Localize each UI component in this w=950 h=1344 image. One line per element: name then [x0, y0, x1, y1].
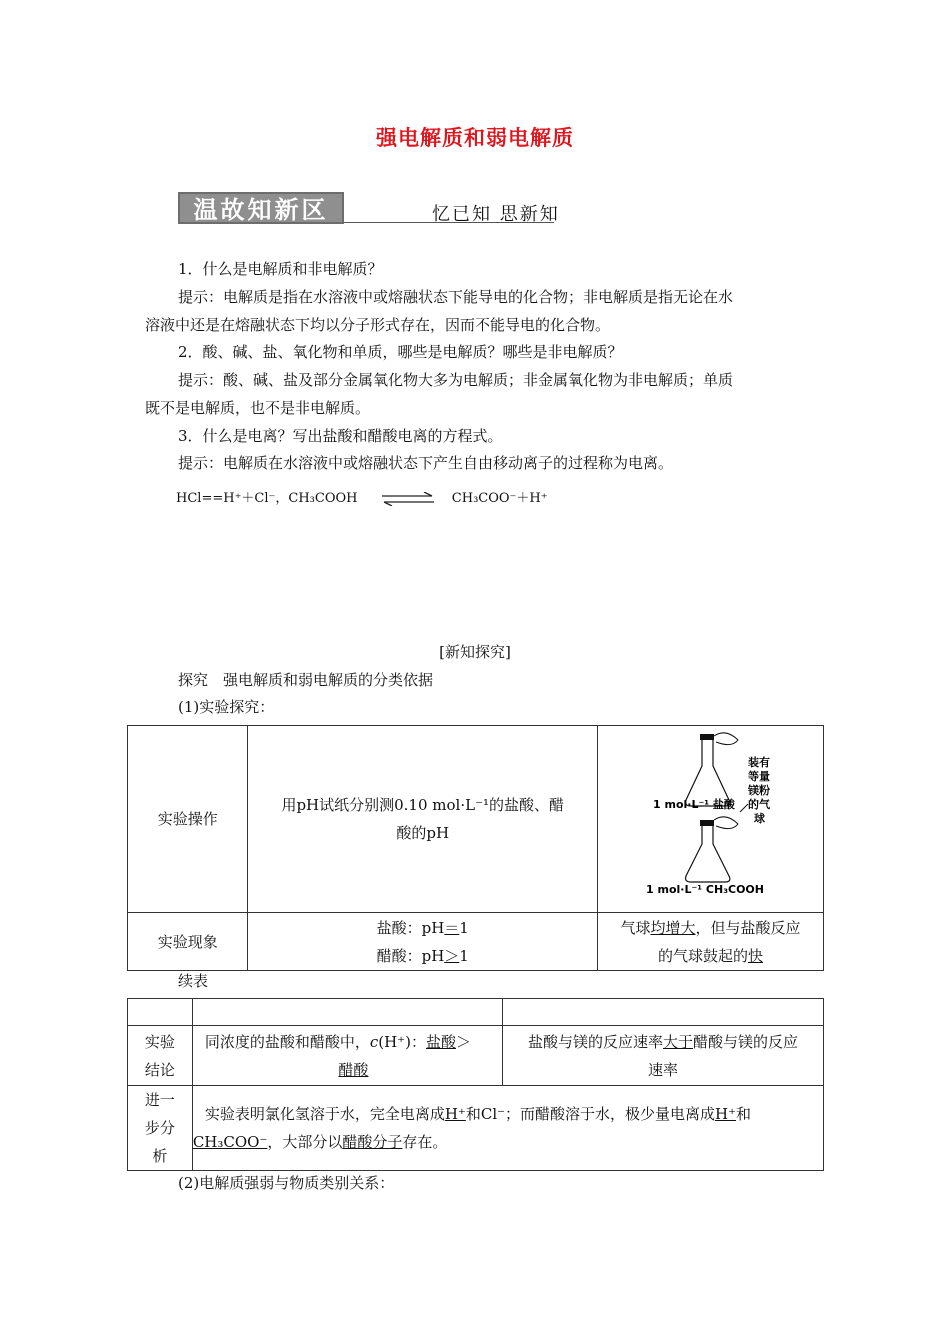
reversible-arrow-icon: [380, 492, 436, 506]
analysis-p4: ，大部分以: [267, 1133, 343, 1151]
review-answer-2-cont: 既不是电解质，也不是非电解质。: [145, 399, 371, 417]
label-hcl: 1 mol·L⁻¹ 盐酸: [652, 798, 735, 811]
operation-text-line2: 酸的pH: [396, 824, 450, 842]
balloon-prefix: 气球: [620, 918, 651, 937]
balloon-label-1: 装有: [747, 756, 770, 769]
analysis-blank-1: H⁺: [444, 1105, 466, 1123]
conclusion-concentration: [192, 1026, 502, 1086]
balloon-label-2: 等量: [747, 770, 770, 783]
balloon-label-3: 镁粉: [747, 784, 770, 797]
explore-heading: 探究 强电解质和弱电解质的分类依据: [178, 671, 434, 689]
continue-label: 续表: [178, 972, 209, 990]
experiment-subheading: (1)实验探究：: [178, 698, 275, 716]
ph-ch3cooh-blank: ＞: [444, 946, 460, 965]
flask-balloon-figure: [598, 726, 823, 912]
header-empty-2: [192, 999, 502, 1026]
ph-hcl-prefix: 盐酸：pH: [376, 918, 445, 937]
analysis-p5: 存在。: [402, 1133, 448, 1151]
analysis-label-c: 析: [152, 1147, 168, 1165]
balloon-label-5: 球: [753, 812, 765, 825]
phenomenon-ph: [248, 913, 598, 971]
equation-right: CH₃COO⁻＋H⁺: [451, 491, 548, 506]
section-banner: 温故知新区: [178, 192, 344, 224]
rate-suffix: 醋酸与镁的反应: [693, 1032, 799, 1051]
conc-symbol: c: [369, 1032, 379, 1051]
operation-text-line1: 用pH试纸分别测0.10 mol·L⁻¹的盐酸、醋: [281, 796, 564, 814]
review-answer-2: 提示：酸、碱、盐及部分金属氧化物大多为电解质；非金属氧化物为非电解质；单质: [178, 371, 734, 389]
banner-subtitle: 忆已知 思新知: [432, 204, 560, 225]
review-answer-3: 提示：电解质在水溶液中或熔融状态下产生自由移动离子的过程称为电离。: [178, 454, 674, 472]
operation-text: [248, 726, 598, 913]
conclusion-rate: [503, 1026, 824, 1086]
rate-line2: 速率: [648, 1060, 679, 1079]
conclusion-label-b: 结论: [144, 1060, 175, 1079]
analysis-blank-4: 醋酸分子: [342, 1133, 403, 1151]
operation-label: 实验操作: [128, 726, 248, 913]
conc-blank-2: 醋酸: [338, 1060, 369, 1079]
review-question-1: 1．什么是电解质和非电解质？: [178, 260, 383, 278]
experiment-table: [127, 725, 824, 971]
header-empty-1: [128, 999, 193, 1026]
analysis-blank-2: H⁺: [715, 1105, 737, 1123]
review-answer-1: 提示：电解质是指在水溶液中或熔融状态下能导电的化合物；非电解质是指无论在水: [178, 288, 734, 306]
conc-blank-1: 盐酸: [425, 1032, 456, 1051]
ph-ch3cooh-value: 1: [459, 946, 469, 965]
flask-hcl: [686, 733, 738, 806]
conc-h: (H⁺)：: [378, 1032, 426, 1051]
ph-hcl-value: 1: [459, 918, 469, 937]
ionization-equation: [176, 487, 548, 506]
conclusion-label: [128, 1026, 193, 1086]
equation-left: HCl==H⁺＋Cl⁻，CH₃COOH: [176, 491, 358, 506]
flask-ch3cooh: [686, 817, 738, 882]
phenomenon-label: 实验现象: [128, 913, 248, 971]
analysis-label: [128, 1086, 193, 1171]
phenomenon-balloon: [597, 913, 823, 971]
analysis-label-b: 步分: [144, 1119, 175, 1137]
header-empty-3: [503, 999, 824, 1026]
analysis-blank-3: CH₃COO⁻: [192, 1133, 268, 1151]
conc-gt: ＞: [455, 1032, 471, 1051]
rate-blank: 大于: [663, 1032, 694, 1051]
review-answer-1-cont: 溶液中还是在熔融状态下均以分子形式存在，因而不能导电的化合物。: [145, 316, 611, 334]
new-knowledge-label: [新知探究]: [439, 643, 511, 661]
balloon-blank-1: 均增大: [650, 918, 696, 937]
balloon-blank-2: 快: [747, 946, 763, 965]
analysis-p2: 和Cl⁻；而醋酸溶于水，极少量电离成: [465, 1105, 716, 1123]
conclusion-label-a: 实验: [144, 1032, 175, 1051]
analysis-p1: 实验表明氯化氢溶于水，完全电离成: [204, 1105, 445, 1123]
page-title: 强电解质和弱电解质: [376, 125, 574, 150]
review-question-3: 3．什么是电离？写出盐酸和醋酸电离的方程式。: [178, 427, 503, 445]
classification-subheading: (2)电解质强弱与物质类别关系：: [178, 1174, 395, 1192]
balloon-prefix-2: 的气球鼓起的: [657, 946, 748, 965]
analysis-p3: 和: [736, 1105, 752, 1123]
balloon-suffix: ，但与盐酸反应: [695, 918, 801, 937]
review-question-2: 2．酸、碱、盐、氧化物和单质，哪些是电解质？哪些是非电解质？: [178, 343, 623, 361]
analysis-text: [192, 1086, 823, 1171]
balloon-label-4: 的气: [747, 798, 770, 811]
experiment-figure-cell: [597, 726, 823, 913]
ph-ch3cooh-prefix: 醋酸：pH: [376, 946, 445, 965]
analysis-label-a: 进一: [144, 1091, 175, 1109]
conclusion-table: [127, 998, 824, 1171]
ph-hcl-blank: ＝: [444, 918, 460, 937]
label-ch3cooh: 1 mol·L⁻¹ CH₃COOH: [645, 883, 764, 896]
rate-prefix: 盐酸与镁的反应速率: [527, 1032, 663, 1051]
conc-prefix: 同浓度的盐酸和醋酸中，: [204, 1032, 370, 1051]
